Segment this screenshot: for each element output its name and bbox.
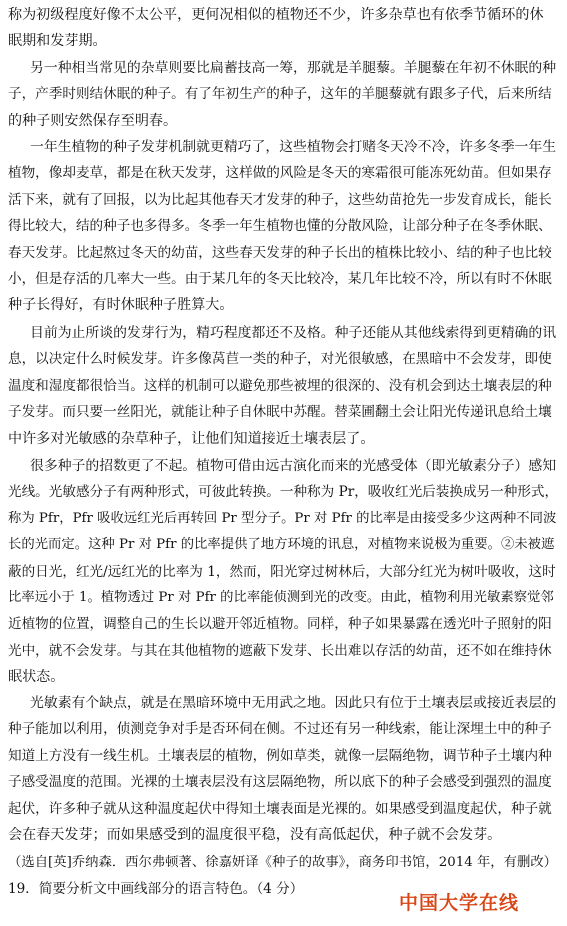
text-line: 的种子则安然保存至明春。 <box>8 112 178 129</box>
text-line: 眠状态。 <box>8 669 65 686</box>
text-line: 称为初级程度好像不太公平，更何况相似的植物还不少，许多杂草也有依季节循环的休 <box>8 7 544 23</box>
text-line: 比率远小于 1。植物透过 Pr 对 Pfr 的比率能侦测到光的改变。由此，植物利用光敏素察觉邻 <box>8 590 554 606</box>
text-line: 起伏，许多种子就从这种温度起伏中得知土壤表面是光裸的。如果感受到温度起伏，种子就 <box>8 800 552 817</box>
text-line: 子感受温度的范围。光裸的土壤表层没有这层隔绝物，所以底下的种子会感受到强烈的温度 <box>8 774 552 791</box>
paragraph-4 <box>8 320 560 452</box>
text-line: 种子长得好，有时休眠种子胜算大。 <box>8 297 234 314</box>
text-line: 知道上方没有一线生机。土壤表层的植物，例如草类，就像一层隔绝物，调节种子土壤内种 <box>8 747 552 764</box>
source-citation <box>0 850 560 876</box>
paragraph-3 <box>8 134 560 319</box>
text-line: 子，产季时则结休眠的种子。有了年初生产的种子，这年的羊腿藜就有跟多子代，后来所结 <box>8 86 552 103</box>
text-line: 植物，像却麦草，都是在秋天发芽，这样做的风险是冬天的寒霜很可能冻死幼苗。但如果存 <box>8 165 552 182</box>
text-line: 另一种相当常见的杂草则要比扁蓄技高一筹，那就是羊腿藜。羊腿藜在年初不休眠的种 <box>30 60 557 76</box>
text-line: 蔽的日光，红光/远红光的比率为 1，然而，阳光穿过树林后，大部分红光为树叶吸收，这时 <box>8 563 556 580</box>
text-line: 光线。光敏感分子有两种形式，可彼此转换。一种称为 Pr，吸收红光后装换成另一种形式， <box>8 484 559 501</box>
paragraph-6 <box>8 690 560 848</box>
text-line: 近植物的位置，调整自己的生长以避开邻近植物。同样，种子如果暴露在透光叶子照射的阳 <box>8 616 552 633</box>
text-line: 活下来，就有了回报，以为比起其他春天才发芽的种子，这些幼苗抢先一步发育成长，能长 <box>8 191 552 208</box>
text-line: 温度和湿度都很恰当。这样的机制可以避免那些被埋的很深的、没有机会到达土壤表层的种 <box>8 377 552 394</box>
text-line: 眠期和发芽期。 <box>8 33 107 50</box>
text-line: 子发芽。而只要一丝阳光，就能让种子自休眠中苏醒。替菜圃翻土会让阳光传递讯息给土壤 <box>8 404 552 421</box>
text-line: 目前为止所谈的发芽行为，精巧程度都还不及格。种子还能从其他线索得到更精确的讯 <box>30 325 557 341</box>
question-text: 19．简要分析文中画线部分的语言特色。（4 分） <box>8 881 304 897</box>
text-line: 得比较大，结的种子也多得多。冬季一年生植物也懂的分散风险，让部分种子在冬季休眠、 <box>8 218 552 235</box>
text-line: 中许多对光敏感的杂草种子，让他们知道接近土壤表层了。 <box>8 430 375 447</box>
text-line: 长的光而定。这种 Pr 对 Pfr 的比率提供了地方环境的讯息，对植物来说极为重要。②未被遮 <box>8 537 555 553</box>
text-line: 息，以决定什么时候发芽。许多像莴苣一类的种子，对光很敏感，在黑暗中不会发芽，即使 <box>8 351 552 368</box>
text-line: 种子能加以利用，侦测竞争对手是否环伺在侧。不过还有另一种线索，能让深埋土中的种子 <box>8 721 552 738</box>
text-line: 小，但是存活的几率大一些。由于某几年的冬天比较冷，某几年比较不冷，所以有时不休眠 <box>8 271 552 288</box>
text-line: 光敏素有个缺点，就是在黑暗环境中无用武之地。因此只有位于土壤表层或接近表层的 <box>30 695 557 711</box>
text-line: 很多种子的招数更了不起。植物可借由远古演化而来的光感受体（即光敏素分子）感知 <box>30 458 557 474</box>
text-line: 一年生植物的种子发芽机制就更精巧了，这些植物会打赌冬天冷不冷，许多冬季一年生 <box>30 139 557 155</box>
text-line: 称为 Pfr，Pfr 吸收远红光后再转回 Pr 型分子。Pr 对 Pfr 的比率是由接受多少这两种不同波 <box>8 510 557 526</box>
paragraph-2 <box>8 55 560 134</box>
paragraph-1 <box>8 2 560 55</box>
text-line: 春天发芽。比起熬过冬天的幼苗，这些春天发芽的种子长出的植株比较小、结的种子也比较 <box>8 244 552 261</box>
paragraph-5 <box>8 453 560 691</box>
text-line: 会在春天发芽；而如果感受到的温度很平稳，没有高低起伏，种子就不会发芽。 <box>8 827 502 844</box>
text-line: 光中，就不会发芽。与其在其他植物的遮蔽下发芽、长出难以存活的幼苗，还不如在维持休 <box>8 642 552 659</box>
source-text: （选自[英]乔纳森．西尔弗顿著、徐嘉妍译《种子的故事》，商务印书馆，2014 年，有删改） <box>8 855 558 870</box>
watermark-logo: 中国大学在线 <box>398 891 519 914</box>
